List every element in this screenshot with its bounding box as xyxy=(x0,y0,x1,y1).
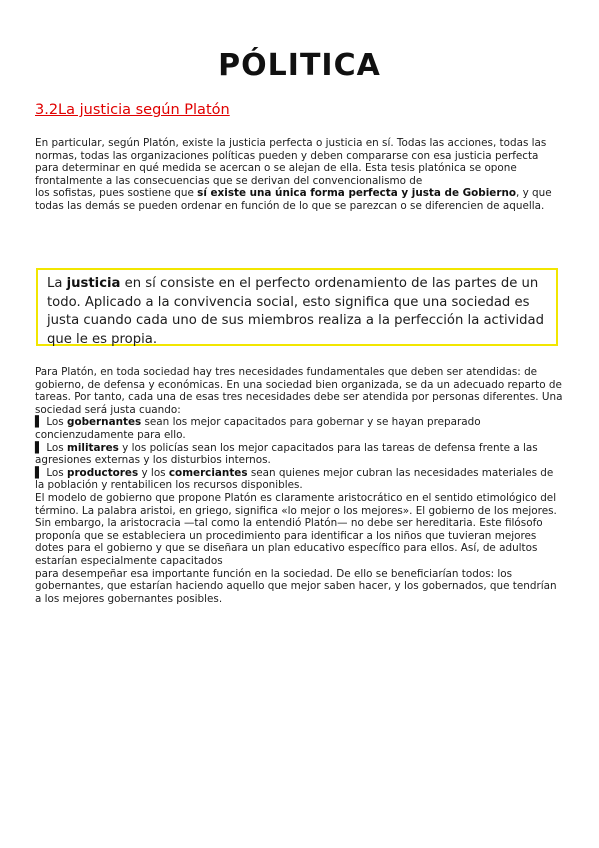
bullet-1-pre: Los xyxy=(46,416,67,429)
bullet-3-bold-1: productores xyxy=(67,466,139,479)
body-paragraph-2: El modelo de gobierno que propone Platón es claramente aristocrático en el sentido etimológico del término. La palabra aristoi, en griego, significa «lo mejor o los mejores». El gobierno de los mejores. xyxy=(35,491,557,517)
bullet-3-bold-2: comerciantes xyxy=(168,466,248,479)
box-text-b: en sí consiste en el perfecto ordenamiento de las partes de un todo. Aplicado a la convivencia social, esto significa que una sociedad es justa cuando cada uno de sus miembros realiza a la perfección la actividad que le es propia. xyxy=(47,276,544,347)
intro-text-b: los sofistas, pues sostiene que xyxy=(35,187,198,200)
body-text xyxy=(35,366,565,605)
box-text-a: La xyxy=(47,276,67,291)
bullet-2-bold: militares xyxy=(67,441,119,454)
bullet-1-post: sean los mejor capacitados para gobernar y se hayan preparado concienzudamente para ello. xyxy=(35,416,481,441)
intro-paragraph xyxy=(35,137,565,213)
bullet-3-mid: y los xyxy=(138,466,169,479)
intro-text-a: En particular, según Platón, existe la justicia perfecta o justicia en sí. Todas las acciones, todas las normas, todas las organizaciones políticas pueden y deben compararse con esa justicia perfecta para determinar en qué medida se acercan o se alejan de ella. Esta tesis platónica se opone frontalmente a las consecuencias que se derivan del convencionalismo de xyxy=(35,137,547,187)
bullet-3-pre: Los xyxy=(46,466,67,479)
highlight-box xyxy=(36,268,558,346)
bullet-3-post: sean quienes mejor cubran las necesidades materiales de la población y rentabilicen los recursos disponibles. xyxy=(35,466,554,492)
bullet-marker: ▌ xyxy=(35,441,43,454)
bullet-marker: ▌ xyxy=(35,416,43,429)
bullet-2-post: y los policías sean los mejor capacitados para las tareas de defensa frente a las agresiones externas y los disturbios internos. xyxy=(35,441,538,467)
bullet-item-2 xyxy=(35,442,565,467)
box-bold: justicia xyxy=(66,276,121,291)
intro-bold: sí existe una única forma perfecta y justa de Gobierno xyxy=(197,187,516,200)
section-heading: 3.2La justicia según Platón xyxy=(35,102,230,118)
bullet-marker: ▌ xyxy=(35,466,43,479)
bullet-2-pre: Los xyxy=(46,441,67,454)
body-paragraph-1: Para Platón, en toda sociedad hay tres necesidades fundamentales que deben ser atendidas: de gobierno, de defensa y económicas. En una sociedad bien organizada, se da un adecuado reparto de tareas. Por tanto, cada una de esas tres necesidades debe ser atendida por personas diferentes. Una sociedad será justa cuando: xyxy=(35,366,563,416)
page-title: PÓLITICA xyxy=(218,48,381,83)
bullet-item-1 xyxy=(35,416,565,441)
intro-text-c: , y que todas las demás se pueden ordenar en función de lo que se parezcan o se diferencien de aquella. xyxy=(35,187,552,212)
body-paragraph-4: para desempeñar esa importante función en la sociedad. De ello se beneficiarían todos: los gobernantes, que estarían haciendo aquello que mejor saben hacer, y los gobernados, que tendrían a los mejores gobernantes posibles. xyxy=(35,567,557,605)
bullet-1-bold: gobernantes xyxy=(67,416,142,429)
body-paragraph-3: Sin embargo, la aristocracia —tal como la entendió Platón— no debe ser hereditaria. Este filósofo proponía que se estableciera un procedimiento para identificar a los niños que tuvieran mejores dotes para el gobierno y que se diseñara un plan educativo específico para ellos. Así, de adultos estarían especialmente capacitados xyxy=(35,517,543,567)
bullet-item-3 xyxy=(35,467,565,492)
